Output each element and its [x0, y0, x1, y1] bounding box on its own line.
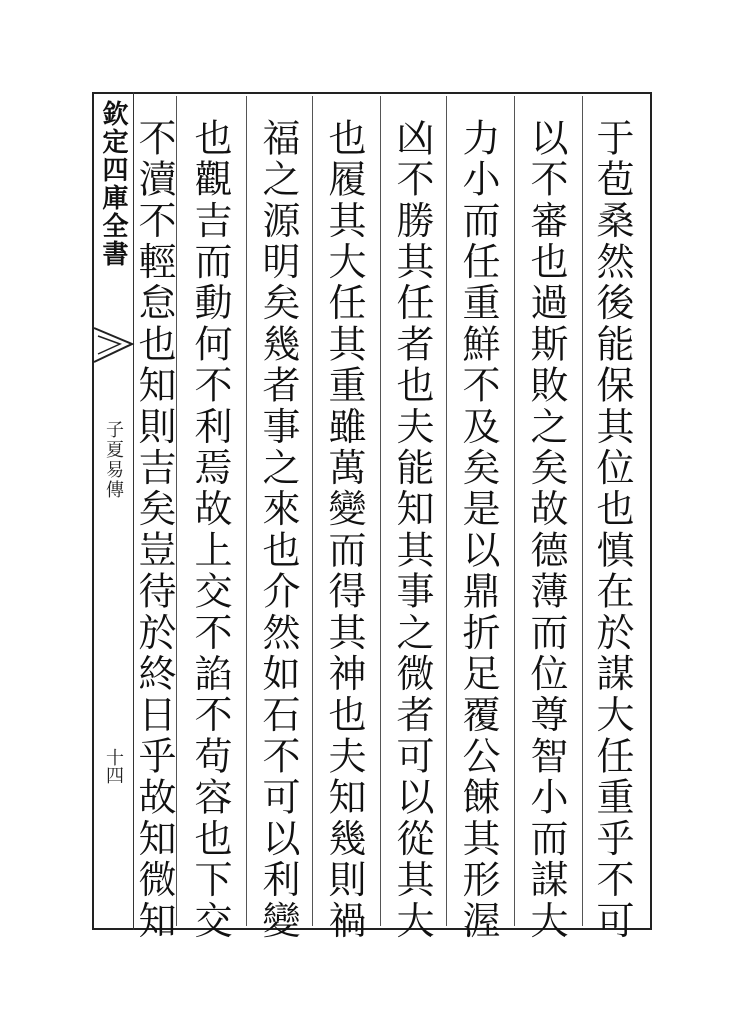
- book-title: 欽定四庫全書: [98, 100, 128, 268]
- column-rule: [514, 96, 515, 926]
- column-rule: [582, 96, 583, 926]
- fold-mark-icon: [92, 322, 136, 366]
- column-rule: [446, 96, 447, 926]
- text-column-6: 福之源明矣幾者事之來也介然如石不可以利變: [256, 118, 300, 942]
- text-column-5: 也履其大任其重雖萬變而得其神也夫知幾則禍: [322, 118, 366, 942]
- page-number: 十四: [103, 748, 124, 784]
- text-column-4: 凶不勝其任者也夫能知其事之微者可以從其大: [390, 118, 434, 942]
- text-column-8: 不瀆不輕怠也知則吉矣豈待於終日乎故知微知: [132, 118, 176, 942]
- text-column-1: 于苞桑然後能保其位也慎在於謀大任重乎不可: [590, 118, 634, 942]
- column-rule: [246, 96, 247, 926]
- chapter-title: 子夏易傳: [103, 420, 124, 500]
- text-column-3: 力小而任重鮮不及矣是以鼎折足覆公餗其形渥: [456, 118, 500, 942]
- text-column-2: 以不審也過斯敗之矣故德薄而位尊智小而謀大: [524, 118, 568, 942]
- text-column-7: 也觀吉而動何不利焉故上交不諂不苟容也下交: [188, 118, 232, 942]
- column-rule: [312, 96, 313, 926]
- column-rule: [380, 96, 381, 926]
- column-rule: [176, 96, 177, 926]
